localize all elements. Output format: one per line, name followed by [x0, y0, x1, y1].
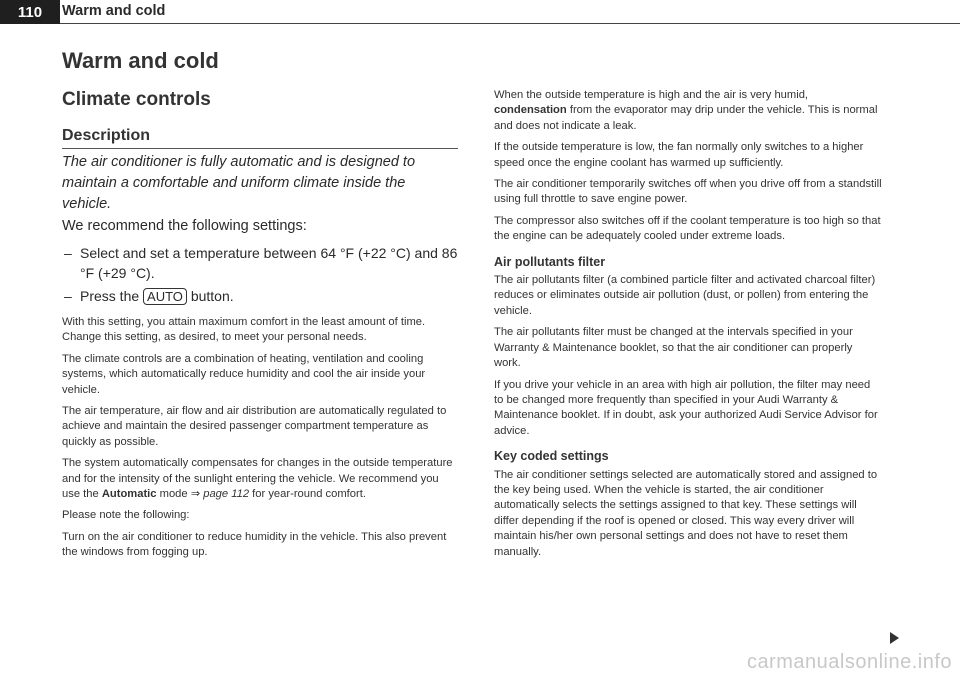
settings-list	[62, 244, 458, 311]
page-header	[0, 0, 960, 26]
list-item	[62, 287, 458, 307]
continue-arrow-icon	[890, 632, 899, 644]
paragraph: If you drive your vehicle in an area with high air pollution, the filter may need to be changed more frequently than specified in your Audi Warranty & Maintenance booklet. If in doubt, ask your authorized Audi Service Advisor for advice.	[494, 378, 878, 437]
chapter-title: Warm and cold	[62, 48, 219, 73]
paragraph: Turn on the air conditioner to reduce humidity in the vehicle. This also prevent the windows from fogging up.	[62, 530, 447, 559]
paragraph: The air temperature, air flow and air distribution are automatically regulated to achieve and maintain the desired passenger compartment temperature as quickly as possible.	[62, 405, 447, 448]
bullet-auto-pre: Press the	[80, 288, 140, 304]
auto-key: AUTO	[143, 288, 187, 305]
air-pollutants-filter-heading: Air pollutants filter	[494, 254, 606, 269]
list-item	[62, 244, 458, 283]
header-rule	[60, 23, 960, 24]
watermark: carmanualsonline.info	[746, 651, 952, 673]
subsection-title: Description	[62, 127, 151, 144]
paragraph-text: for year-round comfort.	[252, 488, 366, 501]
paragraph: The compressor also switches off if the coolant temperature is too high so that the engine can be adequately cooled under extreme loads.	[494, 214, 881, 243]
running-head: Warm and cold	[62, 3, 166, 19]
automatic-term: Automatic	[101, 488, 157, 501]
paragraph: With this setting, you attain maximum comfort in the least amount of time. Change this setting, as desired, to meet your personal needs.	[62, 316, 426, 344]
paragraph: If the outside temperature is low, the fan normally only switches to a higher speed once the engine coolant has warmed up sufficiently.	[494, 141, 864, 169]
bullet-auto-post: button.	[190, 288, 234, 304]
paragraph: The air pollutants filter must be changed at the intervals specified in your Warranty & Maintenance booklet, so that the air conditioner can properly work.	[494, 326, 853, 370]
condensation-term: condensation	[494, 104, 567, 117]
paragraph: The air pollutants filter (a combined particle filter and activated charcoal filter) reduces or eliminates outside air pollution (dust, or pollen) from entering the vehicle.	[494, 274, 876, 317]
page-number: 110	[0, 0, 60, 24]
paragraph-text: The system automatically compensates for changes in the outside temperature and for the intensity of the sunlight entering the vehicle. We recommend you use the	[62, 457, 453, 501]
paragraph-text: mode	[159, 488, 188, 501]
subsection-rule	[62, 148, 458, 149]
left-column-body	[62, 315, 458, 567]
page-reference-link[interactable]: ⇒ page 112	[190, 488, 250, 501]
subsection-heading	[62, 127, 458, 149]
paragraph	[494, 88, 882, 134]
right-column-body	[494, 88, 882, 566]
bullet-temperature: Select and set a temperature between 64 °F (+22 °C) and 86 °F (+29 °C).	[80, 245, 458, 281]
paragraph: Please note the following:	[62, 509, 190, 522]
paragraph-text: When the outside temperature is high and the air is very humid,	[494, 89, 809, 101]
paragraph: The climate controls are a combination of heating, ventilation and cooling systems, which automatically reduce humidity and cool the air inside your vehicle.	[62, 352, 426, 396]
paragraph	[62, 456, 458, 502]
intro-paragraph: The air conditioner is fully automatic and is designed to maintain a comfortable and uniform climate inside the vehicle.	[62, 154, 416, 212]
paragraph-text: from the evaporator may drip under the vehicle. This is normal and does not indicate a leak.	[494, 104, 878, 132]
paragraph: The air conditioner temporarily switches off when you drive off from a standstill using full throttle to save engine power.	[494, 178, 882, 206]
lead-text: We recommend the following settings:	[62, 218, 307, 234]
key-coded-settings-heading: Key coded settings	[494, 449, 609, 464]
section-title: Climate controls	[62, 89, 211, 110]
paragraph: The air conditioner settings selected are automatically stored and assigned to the key being used. When the vehicle is started, the air conditioner automatically selects the settings assigned to that key. These settings will differ depending if the roof is opened or closed. This way every driver will maintain his/her own personal settings and does not have to reset them manually.	[494, 468, 878, 558]
